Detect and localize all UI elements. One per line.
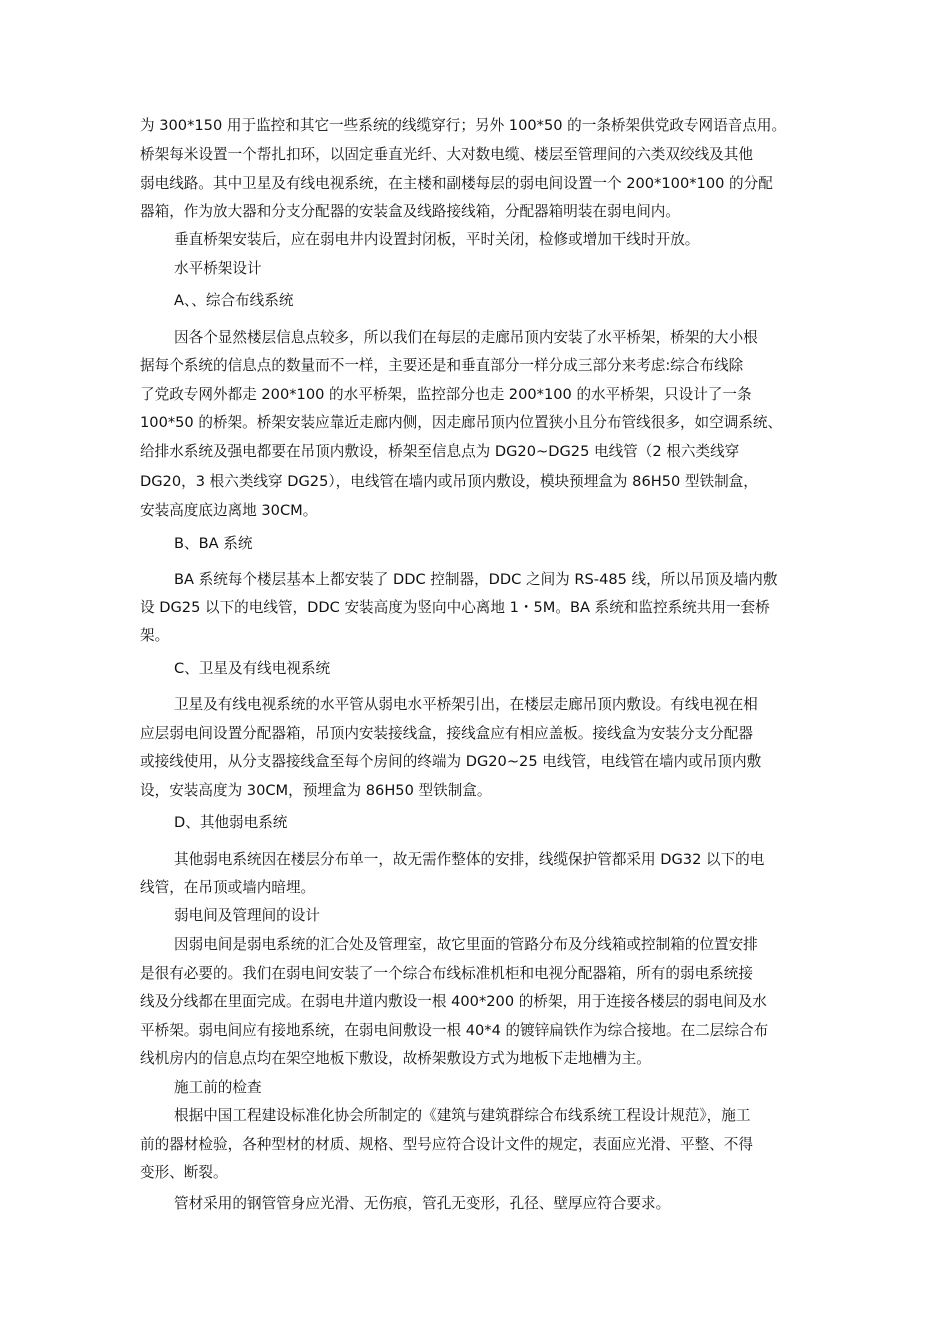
section-heading: 施工前的检查 [174,1079,262,1096]
text-line: 线管，在吊顶或墙内暗埋。 [140,879,316,896]
text-line: 变形、断裂。 [140,1164,228,1181]
text-line: 线及分线都在里面完成。在弱电井道内敷设一根 400*200 的桥架，用于连接各楼层的弱电间及水 [140,993,767,1010]
section-heading: 水平桥架设计 [174,260,262,277]
text-line: 给排水系统及强电都要在吊顶内敷设，桥架至信息点为 DG20~DG25 电线管（2 根六类线穿 [140,443,740,460]
text-line: 弱电线路。其中卫星及有线电视系统，在主楼和副楼每层的弱电间设置一个 200*100*100 的分配 [140,175,773,192]
section-heading: 弱电间及管理间的设计 [174,907,320,924]
text-line: 设，安装高度为 30CM，预埋盒为 86H50 型铁制盒。 [140,782,492,799]
text-line: BA 系统每个楼层基本上都安装了 DDC 控制器，DDC 之间为 RS-485 线，所以吊顶及墙内敷 [174,571,778,588]
text-line: 垂直桥架安装后，应在弱电井内设置封闭板，平时关闭，检修或增加干线时开放。 [174,231,700,248]
text-line: 因各个显然楼层信息点较多，所以我们在每层的走廊吊顶内安装了水平桥架，桥架的大小根 [174,329,758,346]
subsection-heading: A、、综合布线系统 [174,292,294,309]
text-line: 为 300*150 用于监控和其它一些系统的线缆穿行；另外 100*50 的一条桥架供党政专网语音点用。 [140,117,787,134]
text-line: 或接线使用，从分支器接线盒至每个房间的终端为 DG20~25 电线管，电线管在墙内或吊顶内敷 [140,753,762,770]
text-line: DG20，3 根六类线穿 DG25），电线管在墙内或吊顶内敷设，模块预埋盒为 86H50 型铁制盒， [140,473,758,490]
text-line: 据每个系统的信息点的数量而不一样，主要还是和垂直部分一样分成三部分来考虑:综合布线除 [140,357,744,374]
text-line: 因弱电间是弱电系统的汇合处及管理室，故它里面的管路分布及分线箱或控制箱的位置安排 [174,936,758,953]
subsection-heading: D、其他弱电系统 [174,814,288,831]
text-line: 100*50 的桥架。桥架安装应靠近走廊内侧，因走廊吊顶内位置狭小且分布管线很多，如空调系统、 [140,414,783,431]
text-line: 是很有必要的。我们在弱电间安装了一个综合布线标准机柜和电视分配器箱，所有的弱电系统接 [140,965,753,982]
text-line: 卫星及有线电视系统的水平管从弱电水平桥架引出，在楼层走廊吊顶内敷设。有线电视在相 [174,696,758,713]
text-line: 器箱，作为放大器和分支分配器的安装盒及线路接线箱，分配器箱明装在弱电间内。 [140,203,680,220]
subsection-heading: C、卫星及有线电视系统 [174,660,331,677]
text-line: 管材采用的钢管管身应光滑、无伤痕，管孔无变形，孔径、壁厚应符合要求。 [174,1195,671,1212]
text-line: 架。 [140,627,170,644]
text-line: 前的器材检验，各种型材的材质、规格、型号应符合设计文件的规定，表面应光滑、平整、不得 [140,1136,753,1153]
text-line: 线机房内的信息点均在架空地板下敷设，故桥架敷设方式为地板下走地槽为主。 [140,1050,651,1067]
text-line: 根据中国工程建设标准化协会所制定的《建筑与建筑群综合布线系统工程设计规范》，施工 [174,1107,751,1124]
subsection-heading: B、BA 系统 [174,535,253,552]
text-line: 桥架每米设置一个帮扎扣环，以固定垂直光纤、大对数电缆、楼层至管理间的六类双绞线及其他 [140,146,753,163]
text-line: 设 DG25 以下的电线管，DDC 安装高度为竖向中心离地 1・5M。BA 系统和监控系统共用一套桥 [140,599,770,616]
text-line: 应层弱电间设置分配器箱，吊顶内安装接线盒，接线盒应有相应盖板。接线盒为安装分支分配器 [140,725,753,742]
text-line: 了党政专网外都走 200*100 的水平桥架，监控部分也走 200*100 的水平桥架，只设计了一条 [140,386,752,403]
text-line: 平桥架。弱电间应有接地系统，在弱电间敷设一根 40*4 的镀锌扁铁作为综合接地。在二层综合布 [140,1022,769,1039]
text-line: 其他弱电系统因在楼层分布单一，故无需作整体的安排，线缆保护管都采用 DG32 以下的电 [174,851,765,868]
text-line: 安装高度底边离地 30CM。 [140,502,318,519]
